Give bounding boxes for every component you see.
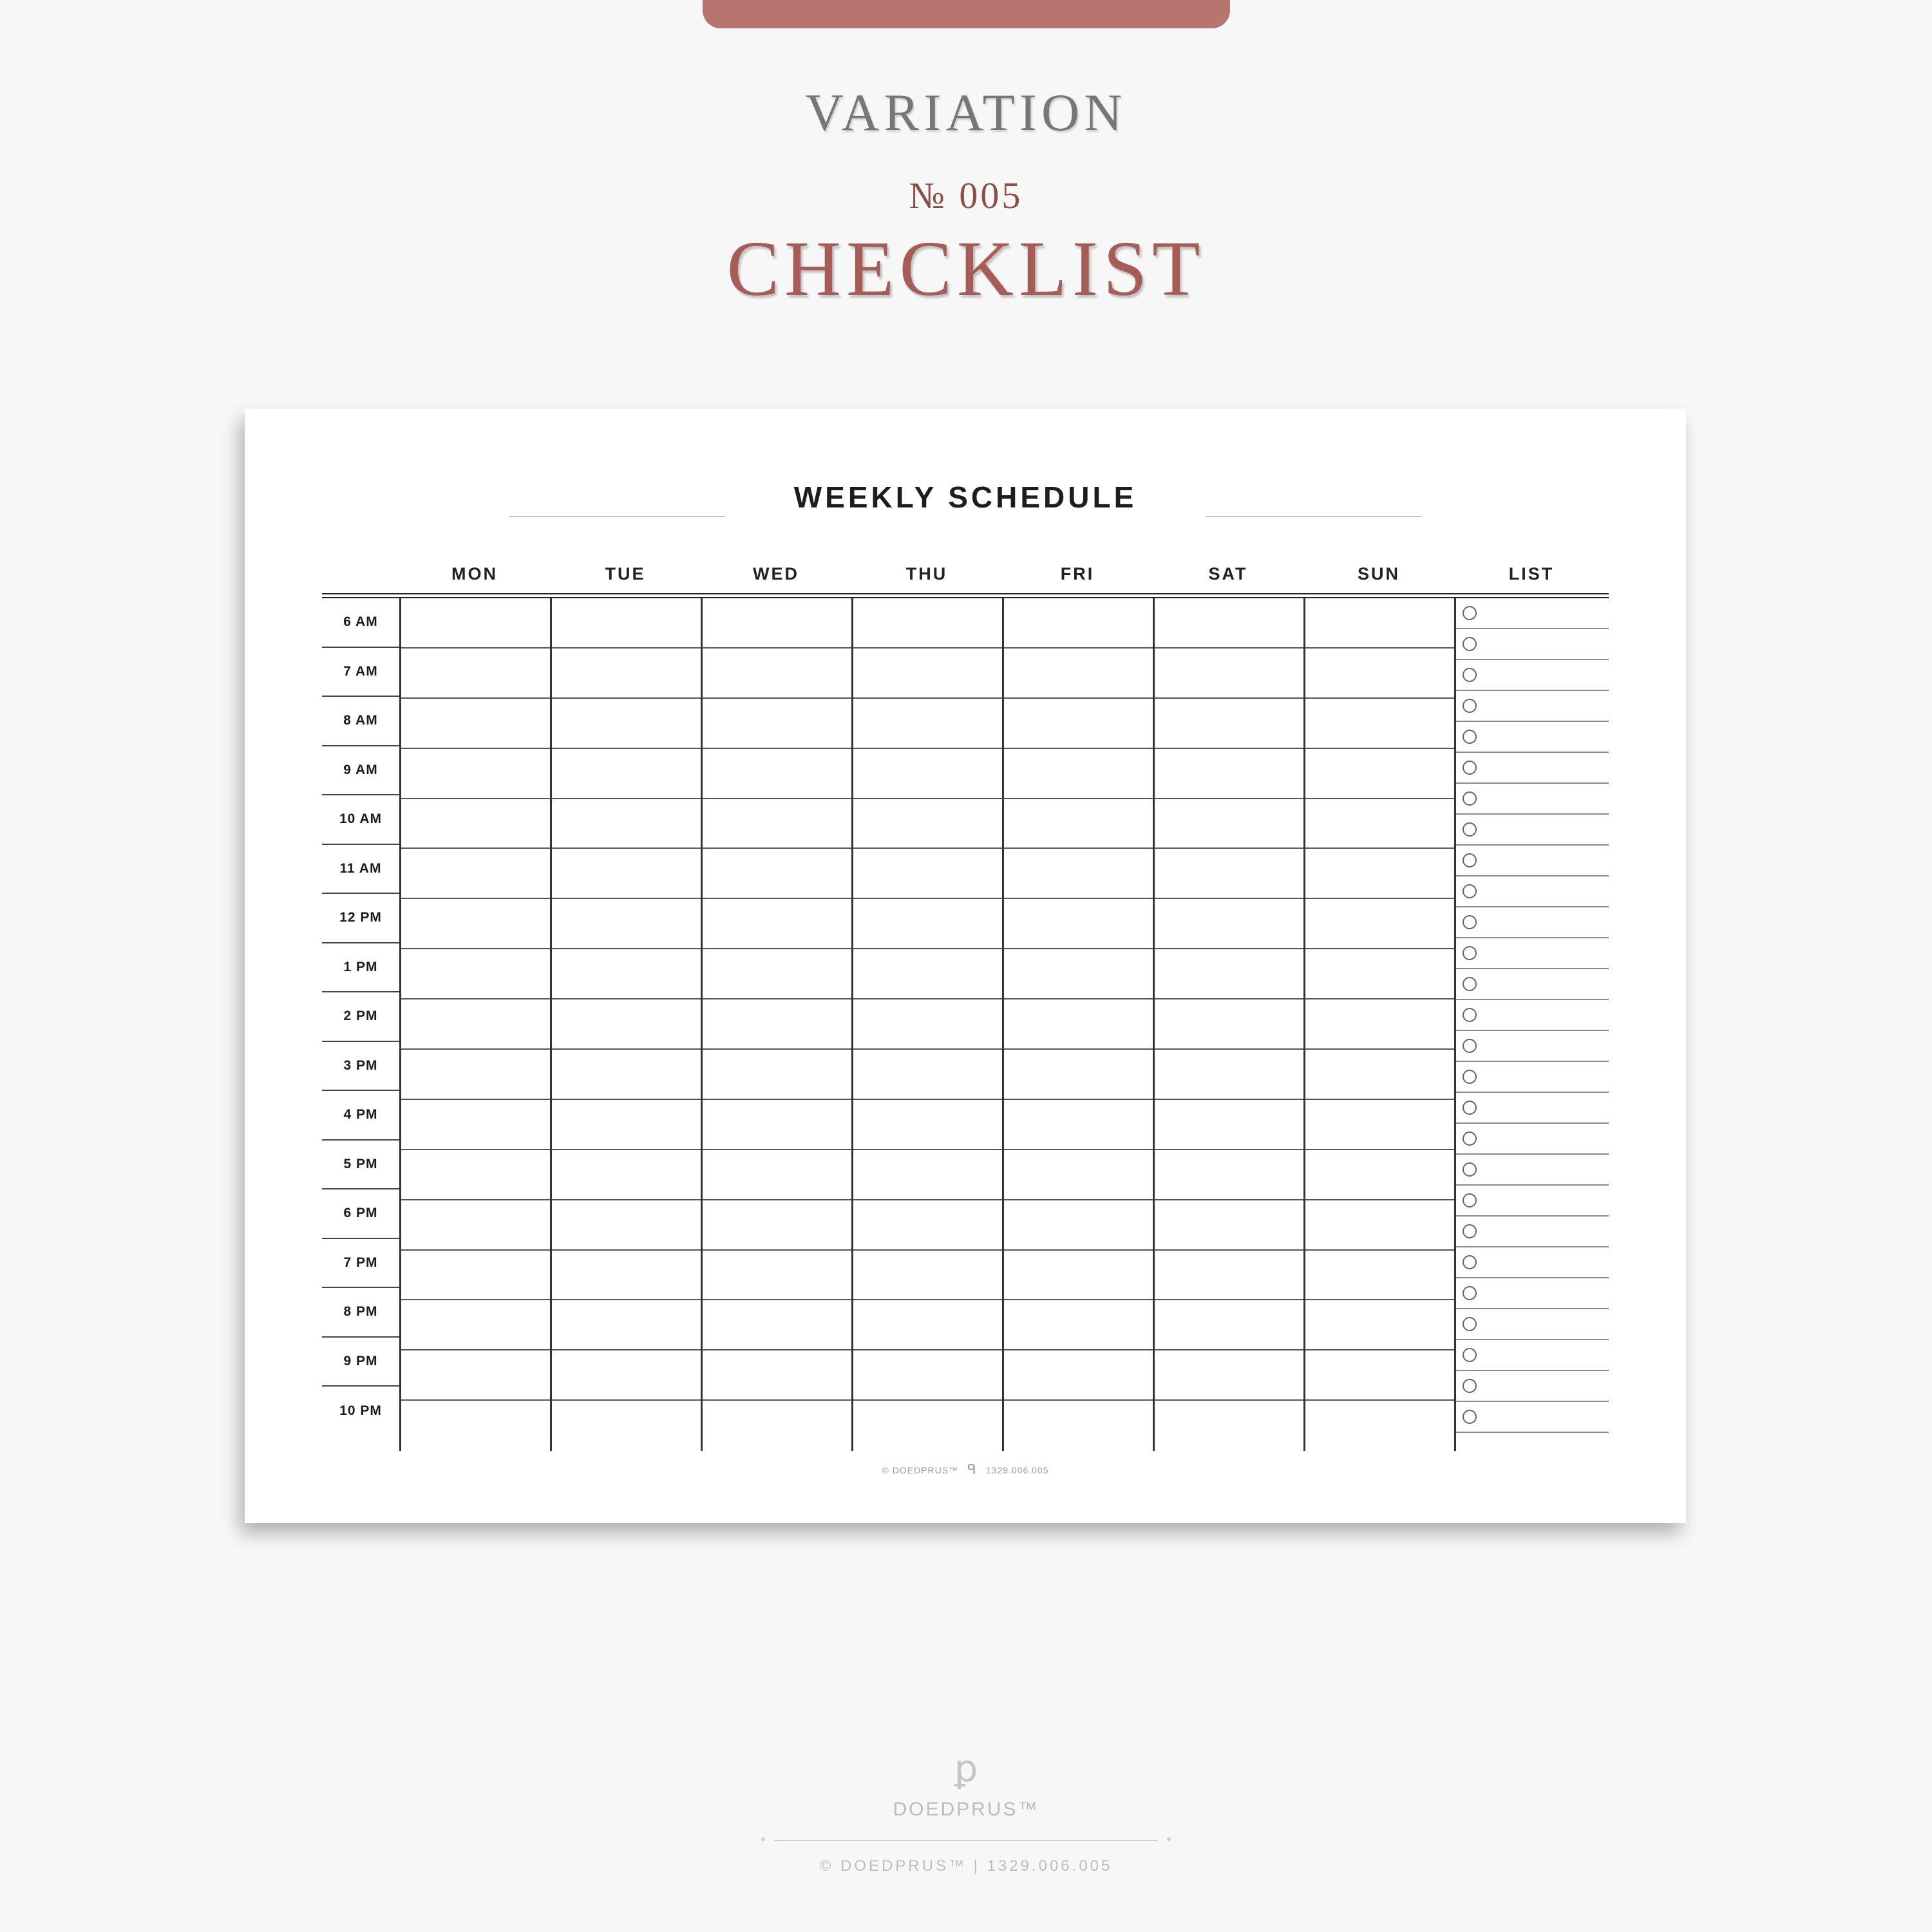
time-slot[interactable] [703,649,851,699]
time-label: 5 PM [322,1141,399,1190]
checklist-item[interactable] [1456,1371,1609,1402]
time-slot[interactable] [552,899,701,949]
time-slot[interactable] [401,1401,550,1451]
checklist-item[interactable] [1456,1000,1609,1031]
time-slot[interactable] [552,799,701,849]
time-slot[interactable] [1305,849,1454,899]
checkbox-circle-icon[interactable] [1463,791,1477,806]
checkbox-circle-icon[interactable] [1463,853,1477,867]
time-slot[interactable] [853,899,1002,949]
time-slot[interactable] [401,1100,550,1150]
time-slot[interactable] [1004,649,1153,699]
time-slot[interactable] [1004,1100,1153,1150]
time-slot[interactable] [552,1100,701,1150]
time-slot[interactable] [703,949,851,999]
sheet-footer-brand: © DOEDPRUS™ [882,1464,959,1475]
checklist-item[interactable] [1456,629,1609,660]
top-accent-tab [703,0,1230,28]
checklist-item[interactable] [1456,815,1609,846]
time-slot[interactable] [1305,899,1454,949]
time-slot[interactable] [1305,999,1454,1050]
time-slot[interactable] [853,749,1002,799]
time-slot[interactable] [703,1251,851,1301]
time-slot[interactable] [703,749,851,799]
checkbox-circle-icon[interactable] [1463,1410,1477,1424]
checklist-item[interactable] [1456,846,1609,876]
checkbox-circle-icon[interactable] [1463,730,1477,744]
time-label: 10 PM [339,1403,382,1419]
schedule-body [322,598,1609,1451]
checklist-item[interactable] [1456,969,1609,1000]
checkbox-circle-icon[interactable] [1463,1286,1477,1300]
checklist-item[interactable] [1456,907,1609,938]
list-header: LIST [1508,564,1555,583]
time-column [322,598,399,1451]
checkbox-circle-icon[interactable] [1463,699,1477,713]
time-slot[interactable] [552,999,701,1050]
checklist-item[interactable] [1456,784,1609,815]
time-slot[interactable] [853,1200,1002,1251]
time-slot[interactable] [552,1050,701,1100]
variation-heading: VARIATION [805,83,1127,142]
time-slot[interactable] [401,749,550,799]
logo-icon: ᑫ [967,1462,977,1478]
checkbox-circle-icon[interactable] [1463,822,1477,837]
checklist-item[interactable] [1456,1186,1609,1217]
time-slot[interactable] [1305,749,1454,799]
checklist-item[interactable] [1456,876,1609,907]
time-slot[interactable] [552,1300,701,1350]
checklist-item[interactable] [1456,598,1609,629]
time-slot[interactable] [401,1251,550,1301]
variation-number: № 005 [909,175,1023,216]
time-slot[interactable] [853,598,1002,649]
checkbox-circle-icon[interactable] [1463,1379,1477,1393]
time-slot[interactable] [853,1100,1002,1150]
time-slot[interactable] [1155,749,1303,799]
checkbox-circle-icon[interactable] [1463,1255,1477,1269]
time-slot[interactable] [1155,1200,1303,1251]
title-rule-right [1206,516,1422,517]
day-header-fri: FRI [1060,564,1095,583]
time-slot[interactable] [853,1251,1002,1301]
time-slot[interactable] [1004,1200,1153,1251]
time-slot[interactable] [401,849,550,899]
time-slot[interactable] [401,899,550,949]
time-slot[interactable] [1155,1401,1303,1451]
time-slot[interactable] [1155,999,1303,1050]
checkbox-circle-icon[interactable] [1463,946,1477,960]
time-slot[interactable] [703,1300,851,1350]
time-slot[interactable] [401,598,550,649]
checkbox-circle-icon[interactable] [1463,1008,1477,1022]
checklist-item[interactable] [1456,1155,1609,1186]
checkbox-circle-icon[interactable] [1463,606,1477,620]
day-header-mon: MON [451,564,498,583]
title-rule-left [509,516,725,517]
time-slot[interactable] [552,1200,701,1251]
checkbox-circle-icon[interactable] [1463,1039,1477,1053]
time-slot[interactable] [1305,949,1454,999]
time-slot[interactable] [1155,1350,1303,1401]
time-slot[interactable] [853,1401,1002,1451]
time-slot[interactable] [401,699,550,749]
brand-name: DOEDPRUS™ [893,1799,1039,1820]
time-label: 6 PM [322,1189,399,1239]
day-header-sun: SUN [1357,564,1400,583]
day-header-tue: TUE [605,564,646,583]
checklist-item[interactable] [1456,1124,1609,1155]
day-column-thu [851,598,1002,1451]
time-slot[interactable] [1004,699,1153,749]
checkbox-circle-icon[interactable] [1463,884,1477,898]
sheet-title: WEEKLY SCHEDULE [793,480,1137,514]
time-slot[interactable] [552,849,701,899]
checkbox-circle-icon[interactable] [1463,1193,1477,1208]
time-label: 4 PM [322,1091,399,1141]
time-slot[interactable] [1155,1251,1303,1301]
time-slot[interactable] [552,1150,701,1200]
checkbox-circle-icon[interactable] [1463,1070,1477,1084]
time-slot[interactable] [1155,1100,1303,1150]
time-slot[interactable] [703,799,851,849]
day-header-sat: SAT [1208,564,1248,583]
rule-dot-left [761,1837,765,1841]
time-slot[interactable] [1305,1100,1454,1150]
day-column-mon [399,598,550,1451]
time-slot[interactable] [401,949,550,999]
time-label: 8 PM [322,1288,399,1338]
checklist-item[interactable] [1456,1278,1609,1309]
checklist-item[interactable] [1456,1402,1609,1433]
time-label: 9 PM [322,1338,399,1387]
time-label: 9 AM [322,746,399,796]
time-slot[interactable] [853,799,1002,849]
time-label: 6 AM [322,598,399,648]
time-slot[interactable] [552,1350,701,1401]
time-slot[interactable] [401,1150,550,1200]
time-slot[interactable] [1004,598,1153,649]
time-slot[interactable] [401,1050,550,1100]
day-header-row [322,564,1609,584]
time-slot[interactable] [1004,899,1153,949]
time-slot[interactable] [1004,1251,1153,1301]
sheet-footer-code: 1329.006.005 [985,1464,1049,1475]
time-label: 3 PM [322,1042,399,1092]
time-label: 1 PM [322,943,399,993]
checklist-item[interactable] [1456,722,1609,753]
time-slot[interactable] [1004,1150,1153,1200]
time-slot[interactable] [703,1050,851,1100]
checkbox-circle-icon[interactable] [1463,977,1477,991]
checkbox-circle-icon[interactable] [1463,1162,1477,1177]
time-label: 7 AM [322,648,399,697]
time-slot[interactable] [1004,799,1153,849]
schedule-grid [322,564,1609,1451]
checkbox-circle-icon[interactable] [1463,915,1477,929]
day-column-wed [701,598,851,1451]
time-slot[interactable] [1305,598,1454,649]
time-slot[interactable] [1155,949,1303,999]
time-slot[interactable] [1155,649,1303,699]
time-slot[interactable] [1004,1401,1153,1451]
time-slot[interactable] [401,799,550,849]
time-slot[interactable] [703,1401,851,1451]
checklist-item[interactable] [1456,1340,1609,1371]
time-slot[interactable] [1155,1050,1303,1100]
time-slot[interactable] [1155,699,1303,749]
time-slot[interactable] [401,1200,550,1251]
time-slot[interactable] [703,1200,851,1251]
time-slot[interactable] [1155,598,1303,649]
checklist-item[interactable] [1456,753,1609,784]
time-slot[interactable] [703,1150,851,1200]
time-slot[interactable] [703,999,851,1050]
header-double-rule [322,593,1609,598]
time-slot[interactable] [853,849,1002,899]
time-slot[interactable] [552,1401,701,1451]
time-slot[interactable] [853,1300,1002,1350]
brand-rule [774,1840,1158,1841]
time-slot[interactable] [1305,1401,1454,1451]
time-slot[interactable] [853,1150,1002,1200]
checkbox-circle-icon[interactable] [1463,668,1477,682]
checkbox-circle-icon[interactable] [1463,1101,1477,1115]
day-column-sat [1153,598,1303,1451]
time-slot[interactable] [853,999,1002,1050]
day-column-tue [550,598,701,1451]
checklist-item[interactable] [1456,938,1609,969]
planner-sheet [245,409,1686,1523]
time-slot[interactable] [1305,1050,1454,1100]
time-label: 12 PM [322,894,399,943]
time-slot[interactable] [1004,1300,1153,1350]
time-label: 10 AM [322,795,399,845]
checkbox-circle-icon[interactable] [1463,1132,1477,1146]
checkbox-circle-icon[interactable] [1463,1224,1477,1238]
time-slot[interactable] [401,1350,550,1401]
time-slot[interactable] [703,598,851,649]
time-slot[interactable] [853,1050,1002,1100]
time-slot[interactable] [1155,799,1303,849]
time-slot[interactable] [703,849,851,899]
copyright-line: © DOEDPRUS™ | 1329.006.005 [819,1857,1113,1875]
time-slot[interactable] [1004,1350,1153,1401]
checkbox-circle-icon[interactable] [1463,761,1477,775]
day-column-sun [1303,598,1454,1451]
time-slot[interactable] [401,1300,550,1350]
checklist-column [1454,598,1609,1451]
rule-dot-right [1167,1837,1171,1841]
time-slot[interactable] [703,899,851,949]
checklist-item[interactable] [1456,1031,1609,1062]
day-header-wed: WED [753,564,799,583]
time-slot[interactable] [1305,649,1454,699]
time-slot[interactable] [1004,999,1153,1050]
time-slot[interactable] [1155,1150,1303,1200]
product-title: CHECKLIST [726,225,1206,312]
checklist-item[interactable] [1456,1062,1609,1093]
checklist-item[interactable] [1456,691,1609,722]
day-header-thu: THU [905,564,948,583]
time-slot[interactable] [853,949,1002,999]
sheet-footer [245,1462,1686,1478]
checklist-item[interactable] [1456,1217,1609,1247]
time-slot[interactable] [1155,1300,1303,1350]
time-slot[interactable] [1305,1350,1454,1401]
checkbox-circle-icon[interactable] [1463,1348,1477,1362]
checkbox-circle-icon[interactable] [1463,637,1477,651]
time-slot[interactable] [853,649,1002,699]
time-slot[interactable] [1305,1200,1454,1251]
time-slot[interactable] [1305,799,1454,849]
time-slot[interactable] [552,749,701,799]
time-slot[interactable] [1004,949,1153,999]
time-slot[interactable] [853,699,1002,749]
time-slot[interactable] [1305,1251,1454,1301]
time-slot[interactable] [1305,1150,1454,1200]
time-slot[interactable] [703,1350,851,1401]
time-label: 11 AM [322,845,399,895]
time-slot[interactable] [552,949,701,999]
checklist-item[interactable] [1456,1247,1609,1278]
time-slot[interactable] [1155,899,1303,949]
time-label: 8 AM [322,697,399,746]
time-slot[interactable] [703,1100,851,1150]
time-slot[interactable] [401,649,550,699]
time-slot[interactable] [1305,1300,1454,1350]
checklist-item[interactable] [1456,660,1609,691]
time-slot[interactable] [1004,849,1153,899]
time-slot[interactable] [552,1251,701,1301]
checklist-item[interactable] [1456,1309,1609,1340]
time-slot[interactable] [552,649,701,699]
time-slot[interactable] [1155,849,1303,899]
checkbox-circle-icon[interactable] [1463,1317,1477,1331]
time-label: 7 PM [322,1239,399,1289]
time-slot[interactable] [853,1350,1002,1401]
time-slot[interactable] [1004,1050,1153,1100]
time-slot[interactable] [1004,749,1153,799]
checklist-item[interactable] [1456,1093,1609,1124]
brand-logo-icon: ꝑ [954,1747,978,1790]
time-slot[interactable] [1305,699,1454,749]
time-slot[interactable] [552,699,701,749]
time-slot[interactable] [401,999,550,1050]
time-slot[interactable] [552,598,701,649]
time-label: 2 PM [322,992,399,1042]
day-column-fri [1002,598,1153,1451]
time-slot[interactable] [703,699,851,749]
